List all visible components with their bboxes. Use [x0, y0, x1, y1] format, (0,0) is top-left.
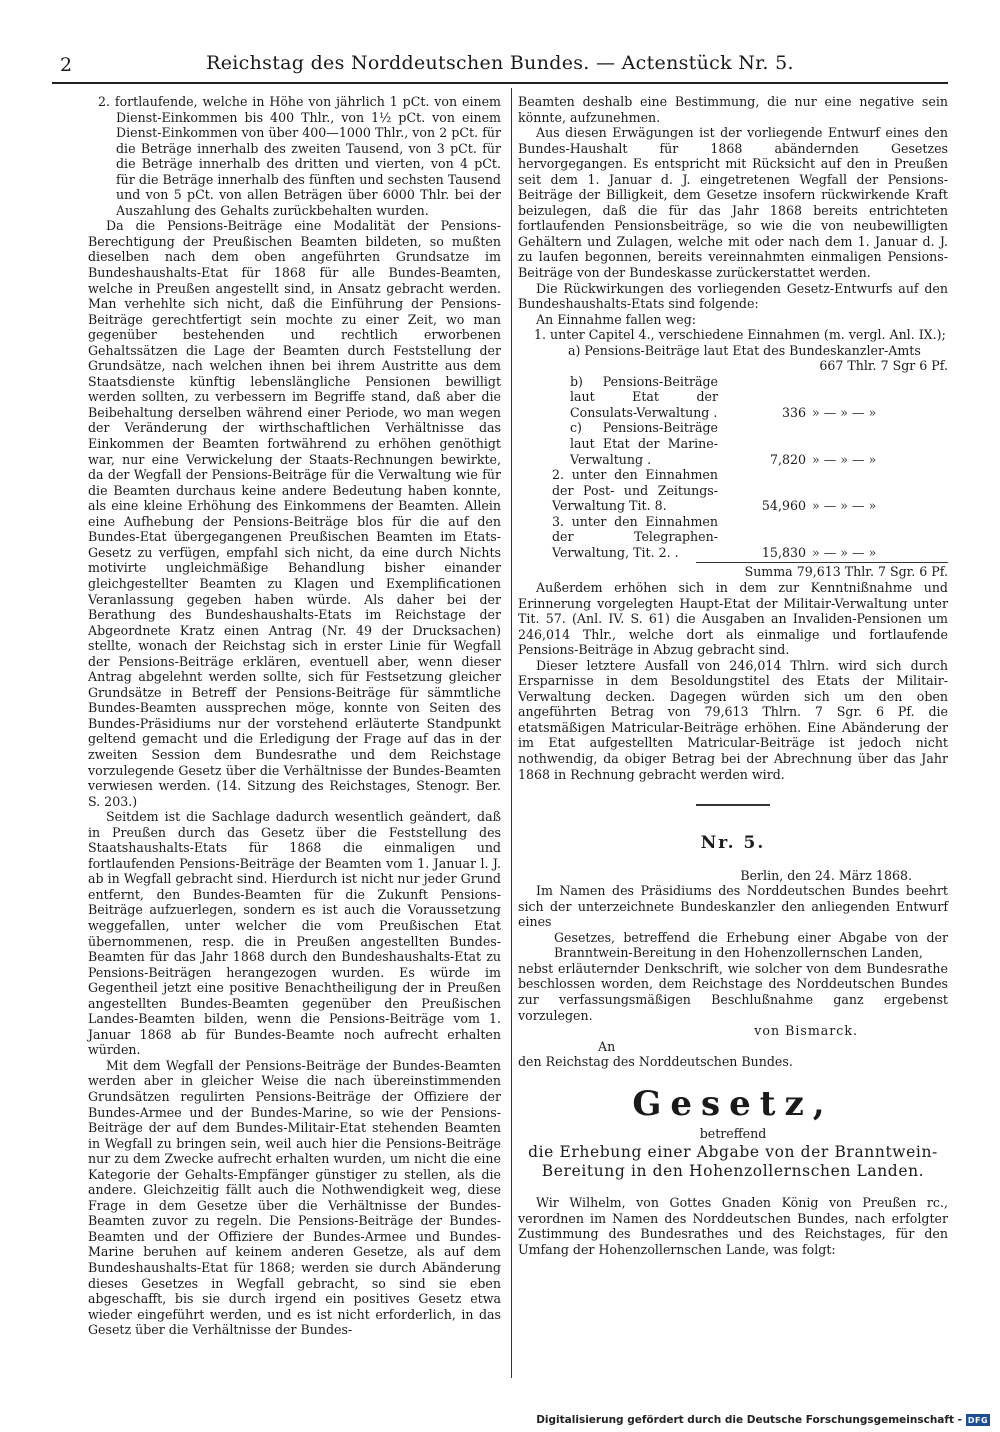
table-row	[518, 420, 948, 467]
list-item-1: 1. unter Capitel 4., verschiedene Einnahmen (m. vergl. Anl. IX.);	[534, 327, 946, 343]
section-heading: Nr. 5.	[700, 833, 766, 854]
summa-total: Summa 79,613 Thlr. 7 Sgr. 6 Pf.	[696, 562, 948, 580]
addressee: den Reichstag des Norddeutschen Bundes.	[518, 1054, 793, 1070]
table-row	[518, 467, 948, 514]
list-item-1c: c) Pensions-Beiträge laut Etat der Marine-Verwaltung .	[570, 420, 718, 467]
column-divider	[511, 88, 512, 1378]
right-paragraph-3: Die Rückwirkungen des vorliegenden Gesetz-Entwurfs auf den Bundeshaushalts-Etats sind folgende:	[518, 280, 948, 312]
footer-text: Digitalisierung gefördert durch die Deutsche Forschungsgemeinschaft -	[536, 1414, 962, 1426]
footer	[536, 1414, 990, 1426]
dateline: Berlin, den 24. März 1868.	[740, 867, 912, 883]
right-paragraph-4: An Einnahme fallen weg:	[536, 311, 696, 327]
amount-table	[518, 374, 948, 561]
law-subject: die Erhebung einer Abgabe von der Branntwein-Bereitung in den Hohenzollernschen Landen.	[528, 1143, 938, 1181]
left-paragraph-2: Da die Pensions-Beiträge eine Modalität der Pensions-Berechtigung der Preußischen Beamten bildeten, so mußten dieselben nach dem oben angeführten Grundsatze im Bundeshaushalts-Etat für 1868 für alle Bundes-Beamten, welche in Preußen angestellt sind, in Ansatz gebracht werden. Man verhehlte sich nicht, daß die Einführung der Pensions-Beiträge gerechtfertigt sein mochte zu einer Zeit, wo man gegenüber bestehenden und rechtlich erworbenen Gehaltssätzen die Lage der Beamten durch Feststellung der Grundsätze, nach welchen ihnen bei ihrem Austritte aus dem Staatsdienste künftig lebenslängliche Pensionen bewilligt werden sollten, zu verbessern im Begriffe stand, daß aber die Beibehaltung derselben während einer Periode, wo man wegen der Veränderung der wirthschaftlichen Verhältnisse das Einkommen der Beamten fortwährend zu erhöhen genöthigt war, nur eine Verwickelung der Staats-Rechnungen bewirkte, da der Wegfall der Pensions-Beiträge für die Verwaltung wie für die Beamten durchaus keine andere Bedeutung haben konnte, als eine kleine Erhöhung des Einkommens der Beamten. Allein eine Aufhebung der Pensions-Beiträge blos für die auf den Bundes-Etat übergegangenen Preußischen Beamten im Etats-Gesetz zu verfügen, empfahl sich nicht, da eine durch Nichts motivirte ungleichmäßige Behandlung bisher einander gleichgestellter Beamten zu Klagen und Exemplificationen Veranlassung gegeben haben würde. Als daher bei der Berathung des Bundeshaushalts-Etats im Reichstage der Abgeordnete Kratz einen Antrag (Nr. 49 der Drucksachen) stellte, wonach der Reichstag sich in erster Linie für Wegfall der Pensions-Beiträge erklären, eventuell aber, wenn dieser Antrag abgelehnt werden sollte, sich für Festsetzung gleicher Grundsätze in Betreff der Pensions-Beiträge für sämmtliche Bundes-Beamten aussprechen möge, konnte von Seiten des Bundes-Präsidiums nur der vorstehend erläuterte Standpunkt geltend gemacht und die Erledigung der Frage auf das in der zweiten Session dem Bundesrathe und dem Reichstage vorzulegende Gesetz über die Verhältnisse der Bundes-Beamten verwiesen werden. (14. Sitzung des Reichstages, Stenogr. Ber. S. 203.)	[88, 218, 501, 809]
right-column	[518, 94, 948, 1257]
section-divider	[696, 804, 770, 806]
left-paragraph-1: 2. fortlaufende, welche in Höhe von jährlich 1 pCt. von einem Dienst-Einkommen bis 400 Thlr., von 1½ pCt. von einem Dienst-Einkommen von über 400—1000 Thlr., von 2 pCt. für die Beträge innerhalb des zweiten Tausend, von 3 pCt. für die Beträge innerhalb des dritten und vierten, von 4 pCt. für die Beträge innerhalb des fünften und sechsten Tausend und von 5 pCt. von allen Beträgen über 6000 Thlr. bei der Auszahlung des Gehalts zurückbehalten wurden.	[98, 94, 501, 218]
law-betreffend: betreffend	[699, 1125, 767, 1141]
right-paragraph-8: Gesetzes, betreffend die Erhebung einer Abgabe von der Branntwein-Bereitung in den Hohenzollernschen Landen,	[554, 929, 948, 961]
left-paragraph-3: Seitdem ist die Sachlage dadurch wesentlich geändert, daß in Preußen durch das Gesetz über die Feststellung des Staatshaushalts-Etats für 1868 die einmaligen und fortlaufenden Pensions-Beiträge der Beamten vom 1. Januar l. J. ab in Wegfall gebracht sind. Hierdurch ist nicht nur jeder Grund entfernt, den Bundes-Beamten für die Zukunft Pensions-Beiträge aufzuerlegen, sondern es ist auch die Voraussetzung weggefallen, unter welcher die vom Preußischen Etat übernommenen, resp. die in Preußen angestellten Bundes-Beamten für das Jahr 1868 durch den Bundeshaushalts-Etat zu Pensions-Beiträgen herangezogen wurden. Es würde im Gegentheil jetzt eine positive Benachtheiligung der in Preußen angestellten Bundes-Beamten gegenüber den Preußischen Landes-Beamten bilden, wenn die Pensions-Beiträge vom 1. Januar 1868 ab für Bundes-Beamte noch aufrecht erhalten würden.	[88, 809, 501, 1058]
ditto-marks: » — » — »	[812, 404, 877, 420]
table-row	[518, 514, 948, 561]
amount-3: 15,830	[761, 544, 806, 560]
left-paragraph-4: Mit dem Wegfall der Pensions-Beiträge der Bundes-Beamten werden aber in gleicher Weise die nach übereinstimmenden Grundsätzen regulirten Pensions-Beiträge der Offiziere der Bundes-Armee und der Bundes-Marine, so wie der Pensions-Beiträge der auf dem Bundes-Militair-Etat stehenden Beamten in Wegfall zu bringen sein, weil auch hier die Pensions-Beiträge nur zu dem Zwecke aufrecht erhalten wurden, um nicht die eine Kategorie der Gehalts-Empfänger günstiger zu stellen, als die andere. Gleichzeitig fällt auch die Nothwendigkeit weg, diese Frage in dem Gesetze über die Verhältnisse der Bundes-Beamten zuvor zu regeln. Die Pensions-Beiträge der Bundes-Beamten und der Offiziere der Bundes-Armee und Bundes-Marine beruhen auf keinem anderen Gesetze, als auf dem Bundeshaushalts-Etat für 1868; werden sie durch Abänderung dieses Gesetzes in Wegfall gebracht, so sind sie eben abgeschafft, bis sie durch irgend ein positives Gesetz etwa wieder eingeführt werden, und es ist nicht erforderlich, in das Gesetz über die Verhältnisse der Bundes-	[88, 1057, 501, 1338]
addressee-prefix: An	[598, 1038, 616, 1054]
right-paragraph-5: Außerdem erhöhen sich in dem zur Kenntnißnahme und Erinnerung vorgelegten Haupt-Etat der Militair-Verwaltung unter Tit. 57. (Anl. IV. S. 61) die Ausgaben an Invaliden-Pensionen um 246,014 Thlr., welche dort als einmalige und fortlaufende Pensions-Beiträge in Abzug gebracht sind.	[518, 579, 948, 658]
amount-1b: 336	[781, 404, 806, 420]
dfg-logo-icon: DFG	[967, 1415, 989, 1425]
list-item-2: 2. unter den Einnahmen der Post- und Zeitungs-Verwaltung Tit. 8.	[552, 467, 718, 514]
right-paragraph-6: Dieser letztere Ausfall von 246,014 Thlrn. wird sich durch Ersparnisse in dem Besoldungstitel des Etats der Militair-Verwaltung decken. Dagegen würden sich um den oben angeführten Betrag von 79,613 Thlrn. 7 Sgr. 6 Pf. die etatsmäßigen Matricular-Beiträge erhöhen. Eine Abänderung der im Etat aufgestellten Matricular-Beiträge ist jedoch nicht nothwendig, da obiger Betrag bei der Abrechnung über das Jahr 1868 in Rechnung gebracht werden wird.	[518, 657, 948, 782]
list-item-3: 3. unter den Einnahmen der Telegraphen-Verwaltung, Tit. 2. .	[552, 513, 718, 560]
ditto-marks: » — » — »	[812, 544, 877, 560]
left-column	[88, 94, 501, 1338]
law-title: Gesetz,	[632, 1083, 834, 1124]
ditto-marks: » — » — »	[812, 498, 877, 514]
list-item-1b: b) Pensions-Beiträge laut Etat der Consulats-Verwaltung .	[570, 373, 718, 420]
revenue-list	[518, 327, 948, 580]
right-paragraph-10: Wir Wilhelm, von Gottes Gnaden König von Preußen rc., verordnen im Namen des Norddeutschen Bundes, nach erfolgter Zustimmung des Bundesrathes und des Reichstages, für den Umfang der Hohenzollernschen Lande, was folgt:	[518, 1195, 948, 1257]
right-paragraph-9: nebst erläuternder Denkschrift, wie solcher von dem Bundesrathe beschlossen worden, dem Reichstage des Norddeutschen Bundes zur verfassungsmäßigen Beschlußnahme ganz ergebenst vorzulegen.	[518, 960, 948, 1023]
signature: von Bismarck.	[754, 1023, 858, 1039]
list-item-1a: a) Pensions-Beiträge laut Etat des Bundeskanzler-Amts	[568, 342, 921, 358]
page-number: 2	[60, 54, 73, 76]
amount-2: 54,960	[761, 498, 806, 514]
table-row	[518, 374, 948, 421]
ditto-marks: » — » — »	[812, 451, 877, 467]
right-paragraph-1: Beamten deshalb eine Bestimmung, die nur eine negative sein könnte, aufzunehmen.	[518, 94, 948, 125]
page-header	[52, 52, 948, 78]
right-paragraph-2: Aus diesen Erwägungen ist der vorliegende Entwurf eines den Bundes-Haushalt für 1868 abändernden Gesetzes hervorgegangen. Es entspricht mit Rücksicht auf den in Preußen seit dem 1. Januar d. J. eingetretenen Wegfall der Pensions-Beiträge der Billigkeit, dem Gesetze insofern rückwirkende Kraft beizulegen, daß die für das Jahr 1868 bereits entrichteten fortlaufenden Pensionsbeiträge, so wie die von neubewilligten Gehältern und Zulagen, welche mit oder nach dem 1. Januar d. J. zu laufen begonnen, bereits vereinnahmten einmaligen Pensions-Beiträge von der Bundeskasse zurückerstattet werden.	[518, 125, 948, 281]
amount-1c: 7,820	[769, 451, 806, 467]
header-rule	[52, 82, 948, 84]
list-item-1a-amount: 667 Thlr. 7 Sgr 6 Pf.	[819, 358, 948, 374]
right-paragraph-7: Im Namen des Präsidiums des Norddeutschen Bundes beehrt sich der unterzeichnete Bundeskanzler den anliegenden Entwurf eines	[518, 883, 948, 930]
running-head: Reichstag des Norddeutschen Bundes. — Actenstück Nr. 5.	[206, 52, 794, 74]
